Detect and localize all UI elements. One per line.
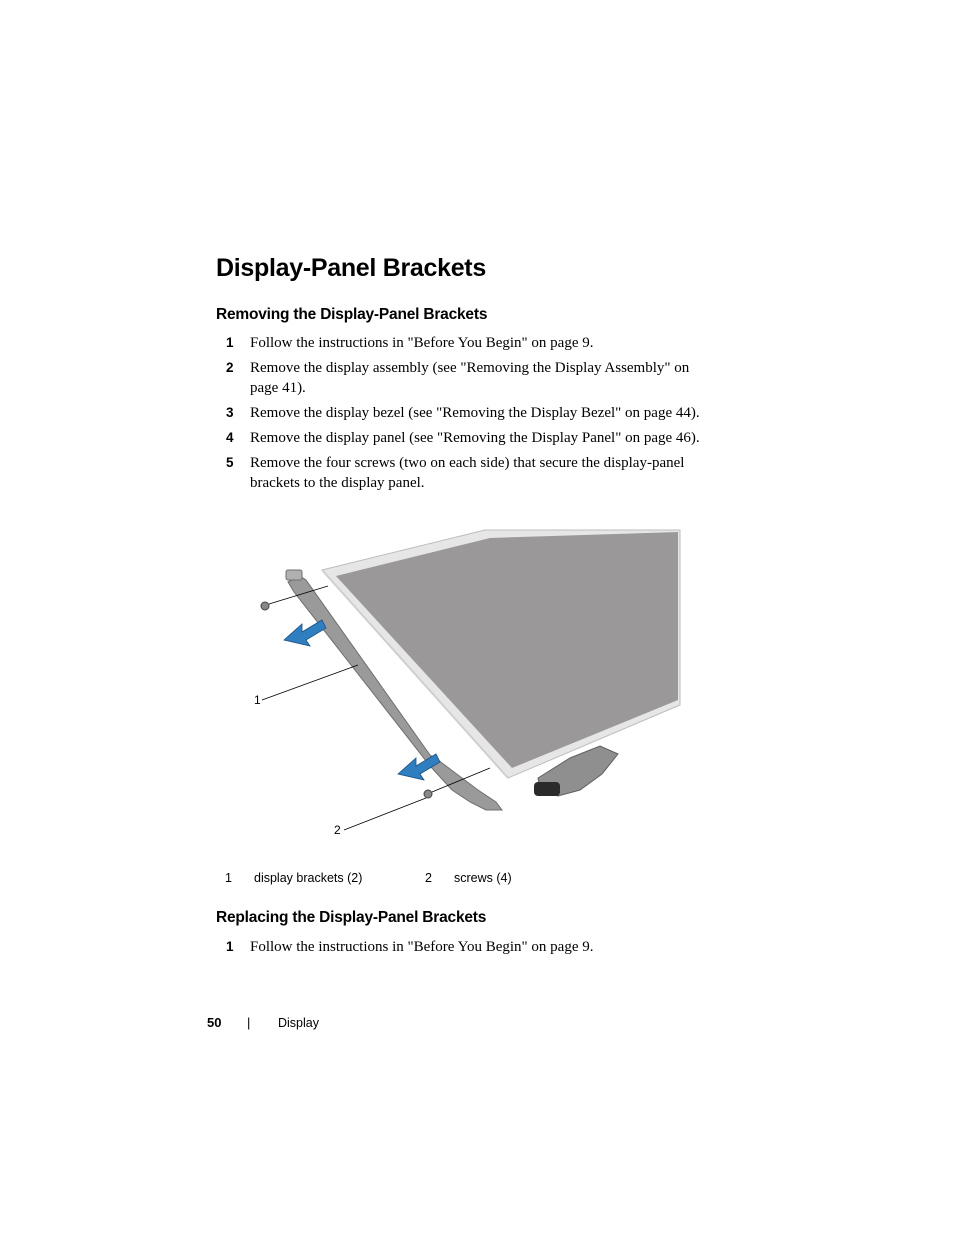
- step-text: Remove the display bezel (see "Removing the Display Bezel" on page 44).: [250, 405, 700, 421]
- step-item: [226, 453, 710, 493]
- legend-label: screws (4): [454, 871, 512, 885]
- removing-heading: Removing the Display-Panel Brackets: [216, 306, 488, 323]
- step-item: [226, 428, 726, 448]
- hinge-barrel: [534, 782, 560, 796]
- step-number: 3: [226, 405, 234, 420]
- bracket-tab-top: [286, 570, 302, 580]
- step-item: [226, 403, 726, 423]
- screw-icon: [424, 790, 432, 798]
- step-item: [226, 937, 726, 957]
- page-number: 50: [207, 1015, 222, 1030]
- footer-section-name: Display: [278, 1016, 319, 1030]
- replacing-heading: Replacing the Display-Panel Brackets: [216, 909, 487, 926]
- page-title: Display-Panel Brackets: [216, 254, 486, 282]
- step-number: 2: [226, 360, 234, 375]
- step-item: [226, 333, 726, 353]
- step-text: Follow the instructions in "Before You Begin" on page 9.: [250, 335, 594, 351]
- step-text: Follow the instructions in "Before You Begin" on page 9.: [250, 939, 594, 955]
- replacing-steps: [226, 937, 726, 962]
- display-bracket-illustration: [240, 520, 700, 860]
- display-panel-screen: [336, 532, 678, 768]
- step-item: [226, 358, 710, 398]
- step-number: 1: [226, 939, 234, 954]
- callout-2-label: 2: [334, 823, 341, 837]
- removing-steps: [226, 333, 726, 498]
- screw-icon: [261, 602, 269, 610]
- step-number: 5: [226, 455, 234, 470]
- legend-label: display brackets (2): [254, 871, 363, 885]
- step-number: 1: [226, 335, 234, 350]
- arrow-icon: [284, 620, 326, 646]
- legend-number: 1: [225, 871, 232, 885]
- step-text: Remove the four screws (two on each side) that secure the display-panel brackets to the display panel.: [250, 455, 685, 491]
- callout-1-label: 1: [254, 693, 261, 707]
- footer-separator: |: [247, 1015, 251, 1030]
- step-text: Remove the display assembly (see "Removing the Display Assembly" on page 41).: [250, 360, 690, 396]
- legend-number: 2: [425, 871, 432, 885]
- step-text: Remove the display panel (see "Removing the Display Panel" on page 46).: [250, 430, 700, 446]
- step-number: 4: [226, 430, 234, 445]
